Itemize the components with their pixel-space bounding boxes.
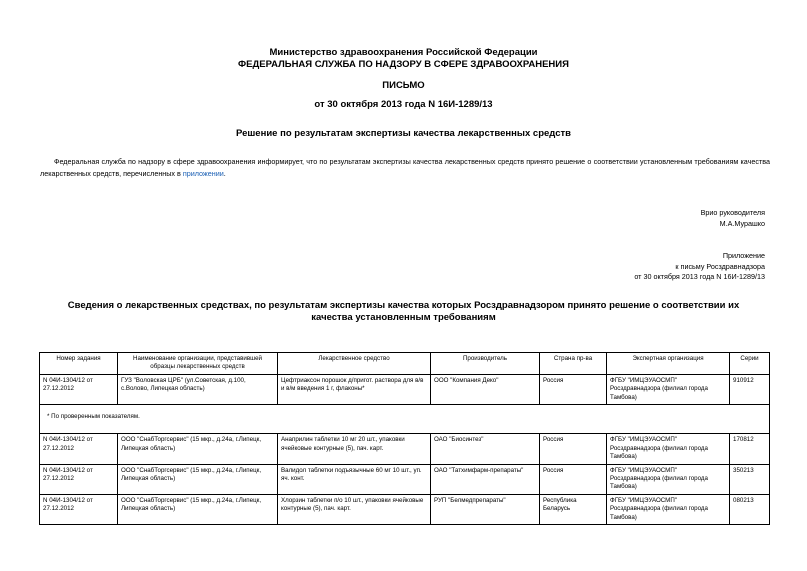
- medicine: Хлорзин таблетки п/о 10 шт., упаковки ячейковые контурные (5), пач. карт.: [278, 494, 431, 524]
- task-number: N 04И-1304/12 от 27.12.2012: [40, 374, 118, 404]
- country: Республика Беларусь: [540, 494, 607, 524]
- document-type: ПИСЬМО: [382, 80, 425, 91]
- series: 350213: [730, 464, 770, 494]
- country: Россия: [540, 434, 607, 464]
- medicine: Цефтриаксон порошок д/пригот. раствора для в/в и в/м введения 1 г, флаконы*: [278, 374, 431, 404]
- organization: ООО "СнабТоргсервис" (15 мкр., д.24а, г.Липецк, Липецкая область): [118, 464, 278, 494]
- column-header: Экспертная организация: [607, 353, 730, 375]
- appendix-link[interactable]: приложении: [182, 169, 224, 178]
- document-date-number: от 30 октября 2013 года N 16И-1289/13: [314, 99, 493, 110]
- task-number: N 04И-1304/12 от 27.12.2012: [40, 494, 118, 524]
- table-header-row: [40, 353, 770, 375]
- expert-organization: ФГБУ "ИМЦЭУАОСМП" Росздравнадзора (филиал города Тамбова): [607, 464, 730, 494]
- column-header: Серии: [730, 353, 770, 375]
- appendix-label: Приложение: [722, 251, 765, 260]
- country: Россия: [540, 464, 607, 494]
- column-header: Наименование организации, представившей образцы лекарственных средств: [118, 353, 278, 375]
- column-header: Номер задания: [40, 353, 118, 375]
- expert-organization: ФГБУ "ИМЦЭУАОСМП" Росздравнадзора (филиал города Тамбова): [607, 494, 730, 524]
- ministry-name: Министерство здравоохранения Российской Федерации: [269, 47, 538, 58]
- series: 910912: [730, 374, 770, 404]
- letter-paragraph: [40, 156, 770, 180]
- signatory-name: М.А.Мурашко: [719, 218, 765, 228]
- medicine: Валидол таблетки подъязычные 60 мг 10 шт., уп. яч. конт.: [278, 464, 431, 494]
- medicine: Анаприлин таблетки 10 мг 20 шт., упаковки ячейковые контурные (5), пач. карт.: [278, 434, 431, 464]
- service-name: ФЕДЕРАЛЬНАЯ СЛУЖБА ПО НАДЗОРУ В СФЕРЕ ЗДРАВООХРАНЕНИЯ: [238, 59, 569, 70]
- table-footnote-row: [40, 405, 770, 434]
- signature-block: [701, 208, 765, 229]
- paragraph-text: Федеральная служба по надзору в сфере здравоохранения информирует, что по результатам экспертизы качества лекарственных средств принято решение о соответствии установленным требованиям качества лекарственных средств, перечисленных в: [40, 157, 770, 178]
- organization: ГУЗ "Воловская ЦРБ" (ул.Советская, д.100, с.Волово, Липецкая область): [118, 374, 278, 404]
- document-subject: Решение по результатам экспертизы качества лекарственных средств: [236, 128, 571, 139]
- manufacturer: ОАО "Биосинтез": [431, 434, 540, 464]
- series: 170812: [730, 434, 770, 464]
- manufacturer: РУП "Белмедпрепараты": [431, 494, 540, 524]
- series: 080213: [730, 494, 770, 524]
- task-number: N 04И-1304/12 от 27.12.2012: [40, 434, 118, 464]
- appendix-title: Сведения о лекарственных средствах, по результатам экспертизы качества которых Росздравнадзором принято решение о соответствии их качества установленным требованиям: [67, 300, 740, 323]
- manufacturer: ООО "Компания Деко": [431, 374, 540, 404]
- expert-organization: ФГБУ "ИМЦЭУАОСМП" Росздравнадзора (филиал города Тамбова): [607, 374, 730, 404]
- table-row: [40, 434, 770, 464]
- column-header: Лекарственное средство: [278, 353, 431, 375]
- paragraph-end: .: [223, 169, 226, 178]
- signatory-position: Врио руководителя: [700, 208, 765, 217]
- organization: ООО "СнабТоргсервис" (15 мкр., д.24а, г.Липецк, Липецкая область): [118, 434, 278, 464]
- organization: ООО "СнабТоргсервис" (15 мкр., д.24а, г.Липецк, Липецкая область): [118, 494, 278, 524]
- table-row: [40, 374, 770, 404]
- expert-organization: ФГБУ "ИМЦЭУАОСМП" Росздравнадзора (филиал города Тамбова): [607, 434, 730, 464]
- medicines-table: [39, 352, 770, 525]
- column-header: Страна пр-ва: [540, 353, 607, 375]
- table-row: [40, 464, 770, 494]
- table-row: [40, 494, 770, 524]
- appendix-letter-ref: к письму Росздравнадзора: [675, 261, 765, 271]
- appendix-date-number: от 30 октября 2013 года N 16И-1289/13: [634, 272, 765, 281]
- country: Россия: [540, 374, 607, 404]
- table-footnote: * По проверенным показателям.: [40, 405, 770, 434]
- task-number: N 04И-1304/12 от 27.12.2012: [40, 464, 118, 494]
- manufacturer: ОАО "Татхимфарм-препараты": [431, 464, 540, 494]
- column-header: Производитель: [431, 353, 540, 375]
- appendix-reference: [634, 251, 765, 283]
